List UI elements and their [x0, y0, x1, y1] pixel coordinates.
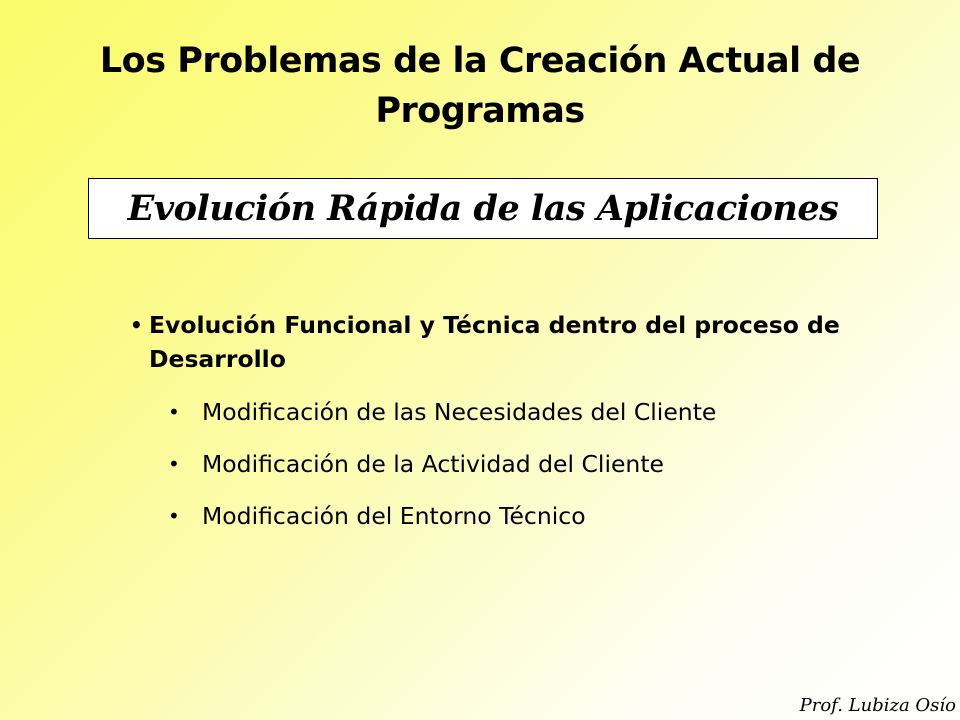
- bullet-marker: •: [168, 452, 180, 476]
- sub-bullet-list: [168, 395, 908, 551]
- sub-bullet-text: Modificación del Entorno Técnico: [202, 502, 586, 530]
- main-bullet: [130, 308, 850, 376]
- subtitle-box: [88, 178, 878, 239]
- sub-bullet-text: Modificación de la Actividad del Cliente: [202, 450, 664, 478]
- author-footer: Prof. Lubiza Osío: [799, 695, 956, 716]
- subtitle-text: Evolución Rápida de las Aplicaciones: [127, 188, 839, 229]
- main-bullet-text: Evolución Funcional y Técnica dentro del proceso de Desarrollo: [149, 311, 840, 373]
- bullet-marker: •: [168, 400, 180, 424]
- sub-bullet-item: [168, 395, 908, 447]
- sub-bullet-item: [168, 447, 908, 499]
- bullet-marker: •: [168, 504, 180, 528]
- sub-bullet-item: [168, 499, 908, 551]
- bullet-marker: •: [130, 313, 143, 337]
- sub-bullet-text: Modificación de las Necesidades del Cliente: [202, 398, 717, 426]
- slide-title: Los Problemas de la Creación Actual de Programas: [99, 41, 861, 131]
